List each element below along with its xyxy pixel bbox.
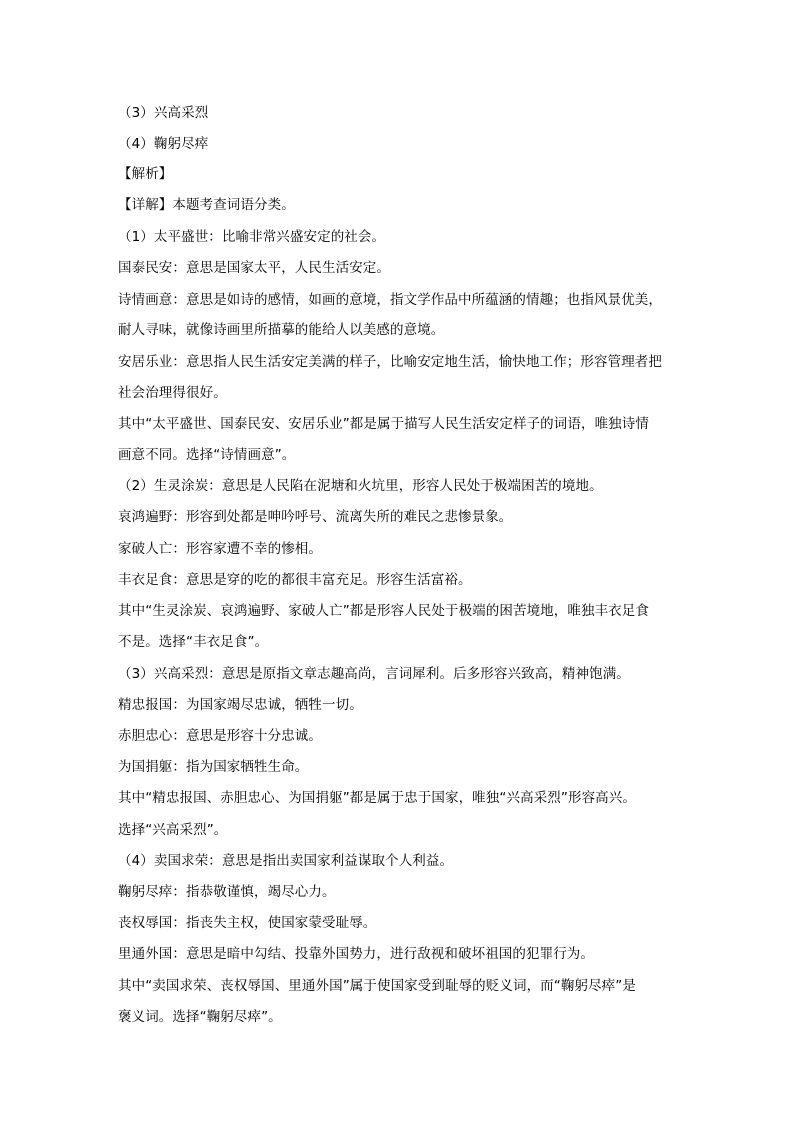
paragraph-line: 丰衣足食：意思是穿的吃的都很丰富充足。形容生活富裕。 bbox=[118, 572, 472, 588]
paragraph-line: 为国捐躯：指为国家牺牲生命。 bbox=[118, 759, 309, 775]
paragraph-line: （1）太平盛世：比喻非常兴盛安定的社会。 bbox=[118, 229, 386, 245]
paragraph-line: 鞠躬尽瘁：指恭敬谨慎，竭尽心力。 bbox=[118, 884, 336, 900]
paragraph-line: 哀鸿遍野：形容到处都是呻吟呼号、流离失所的难民之悲惨景象。 bbox=[118, 509, 513, 525]
paragraph-line: 其中“卖国求荣、丧权辱国、里通外国”属于使国家受到耻辱的贬义词，而“鞠躬尽瘁”是 bbox=[118, 978, 636, 994]
paragraph-line: 耐人寻味，就像诗画里所描摹的能给人以美感的意境。 bbox=[118, 322, 445, 338]
paragraph-line: 国泰民安：意思是国家太平，人民生活安定。 bbox=[118, 260, 390, 276]
paragraph-line: 选择“兴高采烈”。 bbox=[118, 822, 228, 838]
paragraph-line: 精忠报国：为国家竭尽忠诚，牺牲一切。 bbox=[118, 697, 363, 713]
paragraph-line: 画意不同。选择“诗情画意”。 bbox=[118, 447, 296, 463]
paragraph-line: 其中“太平盛世、国泰民安、安居乐业”都是属于描写人民生活安定样子的词语，唯独诗情 bbox=[118, 416, 649, 432]
paragraph-line: 褒义词。选择“鞠躬尽瘁”。 bbox=[118, 1009, 282, 1025]
answer-4: （4）鞠躬尽瘁 bbox=[118, 136, 209, 152]
paragraph-line: 赤胆忠心：意思是形容十分忠诚。 bbox=[118, 728, 322, 744]
paragraph-line: 社会治理得很好。 bbox=[118, 385, 227, 401]
paragraph-line: （3）兴高采烈：意思是原指文章志趣高尚，言词犀利。后多形容兴致高，精神饱满。 bbox=[118, 666, 630, 682]
detail-intro: 【详解】本题考查词语分类。 bbox=[118, 197, 295, 213]
paragraph-line: 家破人亡：形容家遭不幸的惨相。 bbox=[118, 541, 322, 557]
analysis-heading: 【解析】 bbox=[118, 166, 173, 182]
paragraph-line: 不是。选择“丰衣足食”。 bbox=[118, 634, 269, 650]
paragraph-line: （4）卖国求荣：意思是指出卖国家利益谋取个人利益。 bbox=[118, 853, 454, 869]
paragraph-line: （2）生灵涂炭：意思是人民陷在泥塘和火坑里，形容人民处于极端困苦的境地。 bbox=[118, 478, 603, 494]
paragraph-line: 丧权辱国：指丧失主权，使国家蒙受耻辱。 bbox=[118, 915, 377, 931]
paragraph-line: 里通外国：意思是暗中勾结、投靠外国势力，进行敌视和破坏祖国的犯罪行为。 bbox=[118, 946, 594, 962]
paragraph-line: 诗情画意：意思是如诗的感情，如画的意境，指文学作品中所蕴涵的情趣；也指风景优美， bbox=[118, 292, 662, 308]
paragraph-line: 安居乐业：意思指人民生活安定美满的样子，比喻安定地生活，愉快地工作；形容管理者把 bbox=[118, 354, 662, 370]
answer-3: （3）兴高采烈 bbox=[118, 105, 209, 121]
paragraph-line: 其中“生灵涂炭、哀鸿遍野、家破人亡”都是形容人民处于极端的困苦境地，唯独丰衣足食 bbox=[118, 603, 649, 619]
paragraph-line: 其中“精忠报国、赤胆忠心、为国捐躯”都是属于忠于国家，唯独“兴高采烈”形容高兴。 bbox=[118, 790, 636, 806]
